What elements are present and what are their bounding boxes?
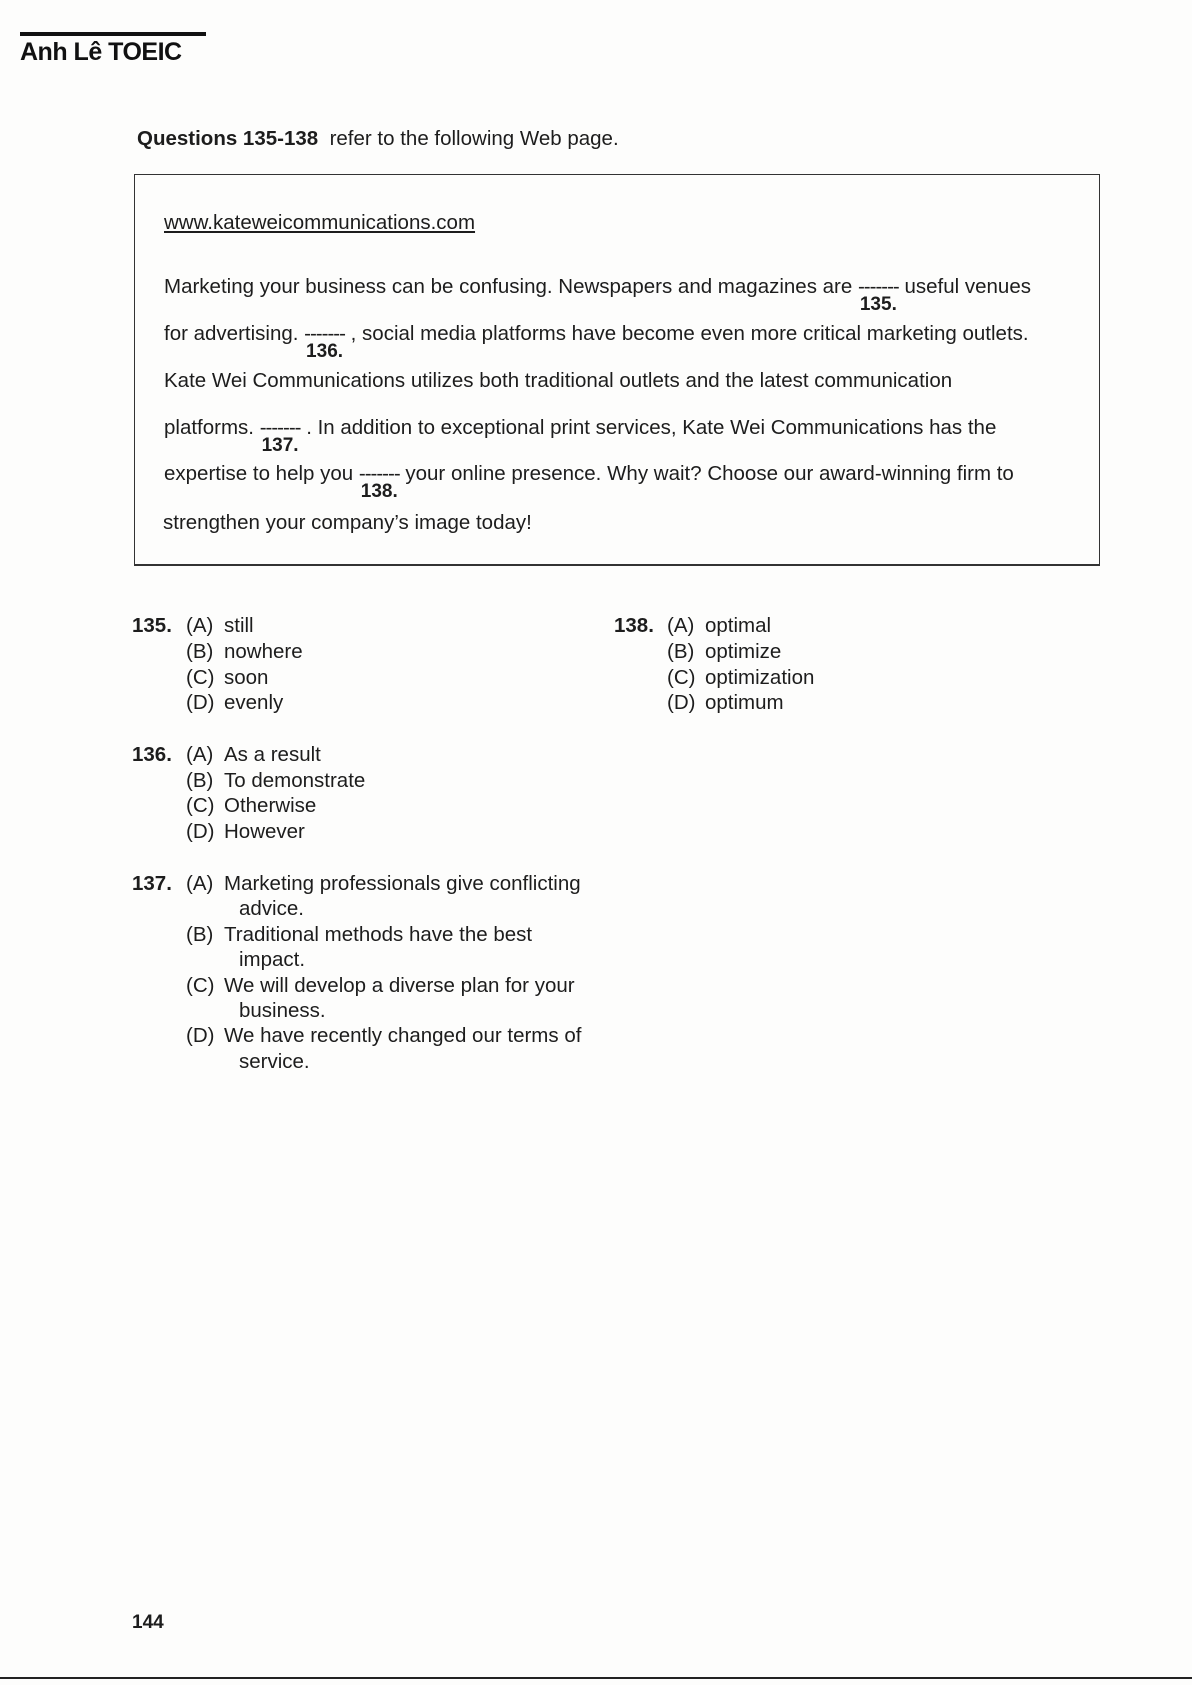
option-text: Otherwise [224,794,317,817]
blank-138 [358,462,400,502]
blank-number: 137. [261,435,299,456]
passage-line-4 [164,416,997,456]
option-a[interactable] [186,872,581,896]
passage-text: your online presence. Why wait? Choose our award-winning firm to [399,462,1014,485]
option-letter: (A) [186,614,214,637]
blank-dashes: ------- [857,275,899,298]
option-text: optimum [705,691,784,714]
option-d[interactable] [186,691,283,715]
passage-text: for advertising. [164,322,305,345]
option-text: still [224,614,254,637]
blank-135 [857,275,899,315]
passage-text: expertise to help you [164,462,359,485]
passage-text: , social media platforms have become even more critical marketing outlets. [344,322,1029,345]
blank-number: 138. [360,481,398,502]
option-d[interactable] [186,1024,581,1048]
header-rule [20,32,206,36]
option-b-continuation: impact. [239,948,306,971]
blank-136 [304,322,345,362]
option-letter: (D) [667,691,696,714]
option-letter: (B) [186,640,214,663]
option-text: We will develop a diverse plan for your [224,974,575,997]
option-text: Marketing professionals give conflicting [224,872,581,895]
passage-text: useful venues [898,275,1031,298]
option-letter: (C) [186,666,215,689]
blank-dashes: ------- [358,462,400,485]
brand-title: Anh Lê TOEIC [20,38,182,66]
option-letter: (B) [186,923,214,946]
option-letter: (C) [186,974,215,997]
option-b[interactable] [667,640,781,664]
option-a-continuation: advice. [239,897,304,920]
passage-line-2 [164,322,1029,362]
intro-text: refer to the following Web page. [329,127,619,150]
option-letter: (D) [186,1024,215,1047]
option-text: Traditional methods have the best [224,923,533,946]
option-b[interactable] [186,640,303,664]
option-text: To demonstrate [224,769,366,792]
option-text: optimization [705,666,815,689]
intro-line [137,127,619,151]
option-a[interactable] [186,743,321,767]
option-letter: (A) [186,872,214,895]
option-b[interactable] [186,923,532,947]
passage-line-3: Kate Wei Communications utilizes both traditional outlets and the latest communication [164,369,953,392]
blank-137 [259,416,301,456]
option-text: optimize [705,640,782,663]
page-bottom-rule [0,1677,1192,1679]
passage-line-1 [164,275,1031,315]
option-text: nowhere [224,640,303,663]
passage-text: . In addition to exceptional print services, Kate Wei Communications has the [300,416,997,439]
option-a[interactable] [186,614,254,638]
option-letter: (A) [186,743,214,766]
blank-dashes: ------- [304,322,345,345]
passage-text: Marketing your business can be confusing. Newspapers and magazines are [164,275,858,298]
passage-line-5 [164,462,1014,502]
passage-text: platforms. [164,416,260,439]
option-letter: (D) [186,820,215,843]
option-c[interactable] [186,974,575,998]
option-letter: (A) [667,614,695,637]
question-number: 138. [614,614,654,637]
blank-dashes: ------- [259,416,301,439]
option-d[interactable] [186,820,305,844]
question-number: 136. [132,743,172,766]
option-c[interactable] [186,794,316,818]
option-c[interactable] [186,666,268,690]
option-text: We have recently changed our terms of [224,1024,582,1047]
option-text: As a result [224,743,321,766]
option-text: evenly [224,691,284,714]
option-text: optimal [705,614,772,637]
option-c[interactable] [667,666,814,690]
question-number: 135. [132,614,172,637]
option-a[interactable] [667,614,771,638]
questions-range-label: Questions 135-138 [137,127,319,150]
option-text: soon [224,666,269,689]
option-b[interactable] [186,769,365,793]
option-text: However [224,820,305,843]
option-letter: (C) [186,794,215,817]
passage-line-6: strengthen your company’s image today! [163,511,532,534]
option-letter: (B) [667,640,695,663]
page-number: 144 [132,1612,164,1633]
option-c-continuation: business. [239,999,326,1022]
option-d-continuation: service. [239,1050,310,1073]
website-url: www.kateweicommunications.com [164,211,476,234]
option-d[interactable] [667,691,784,715]
option-letter: (D) [186,691,215,714]
blank-number: 136. [306,341,344,362]
question-number: 137. [132,872,172,895]
option-letter: (B) [186,769,214,792]
option-letter: (C) [667,666,696,689]
blank-number: 135. [859,294,897,315]
